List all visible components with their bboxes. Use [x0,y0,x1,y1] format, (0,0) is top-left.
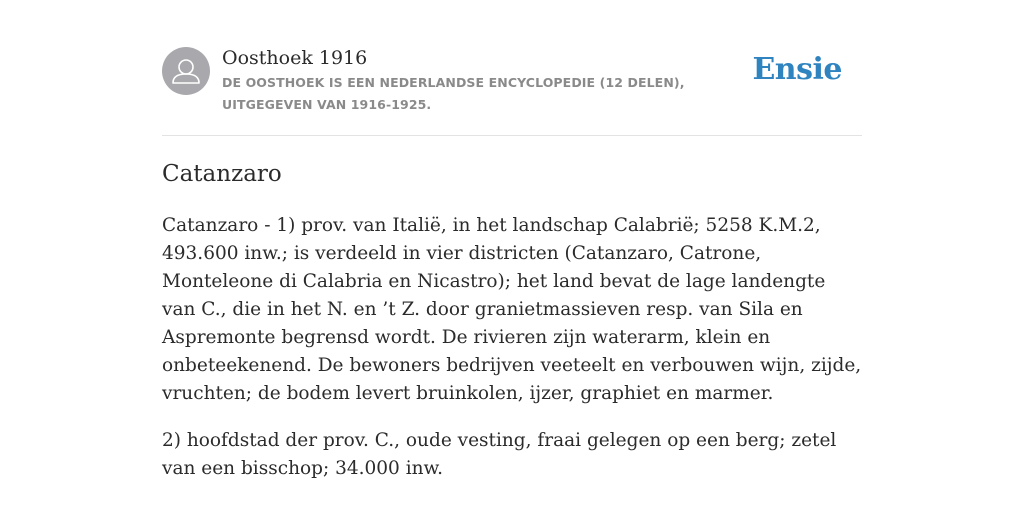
source-header [162,0,862,136]
user-icon[interactable] [162,47,210,95]
page-container [162,0,862,479]
entry-paragraph: 2) hoofdstad der prov. C., oude vesting, fraai gelegen op een berg; zetel van een bisschop; 34.000 inw. [162,430,837,479]
entry-paragraph: Catanzaro - 1) prov. van Italië, in het landschap Calabrië; 5258 K.M.2, 493.600 inw.; is verdeeld in vier districten (Catanzaro, Catrone, Monteleone di Calabria en Nicastro); het land bevat de lage landengte van C., die in het N. en ’t Z. door granietmassieven resp. van Sila en Aspremonte begrensd wordt. De rivieren zijn waterarm, klein en onbeteekenend. De bewoners bedrijven veeteelt en verbouwen wijn, zijde, vruchten; de bodem levert bruinkolen, ijzer, graphiet en marmer. [162,215,862,404]
entry-title: Catanzaro [162,161,282,187]
source-description: DE OOSTHOEK IS EEN NEDERLANDSE ENCYCLOPEDIE (12 DELEN), UITGEGEVEN VAN 1916-1925. [222,75,685,112]
entry-body [162,212,862,502]
ensie-logo[interactable]: Ensie [752,52,842,87]
source-name[interactable]: Oosthoek 1916 [222,47,368,69]
